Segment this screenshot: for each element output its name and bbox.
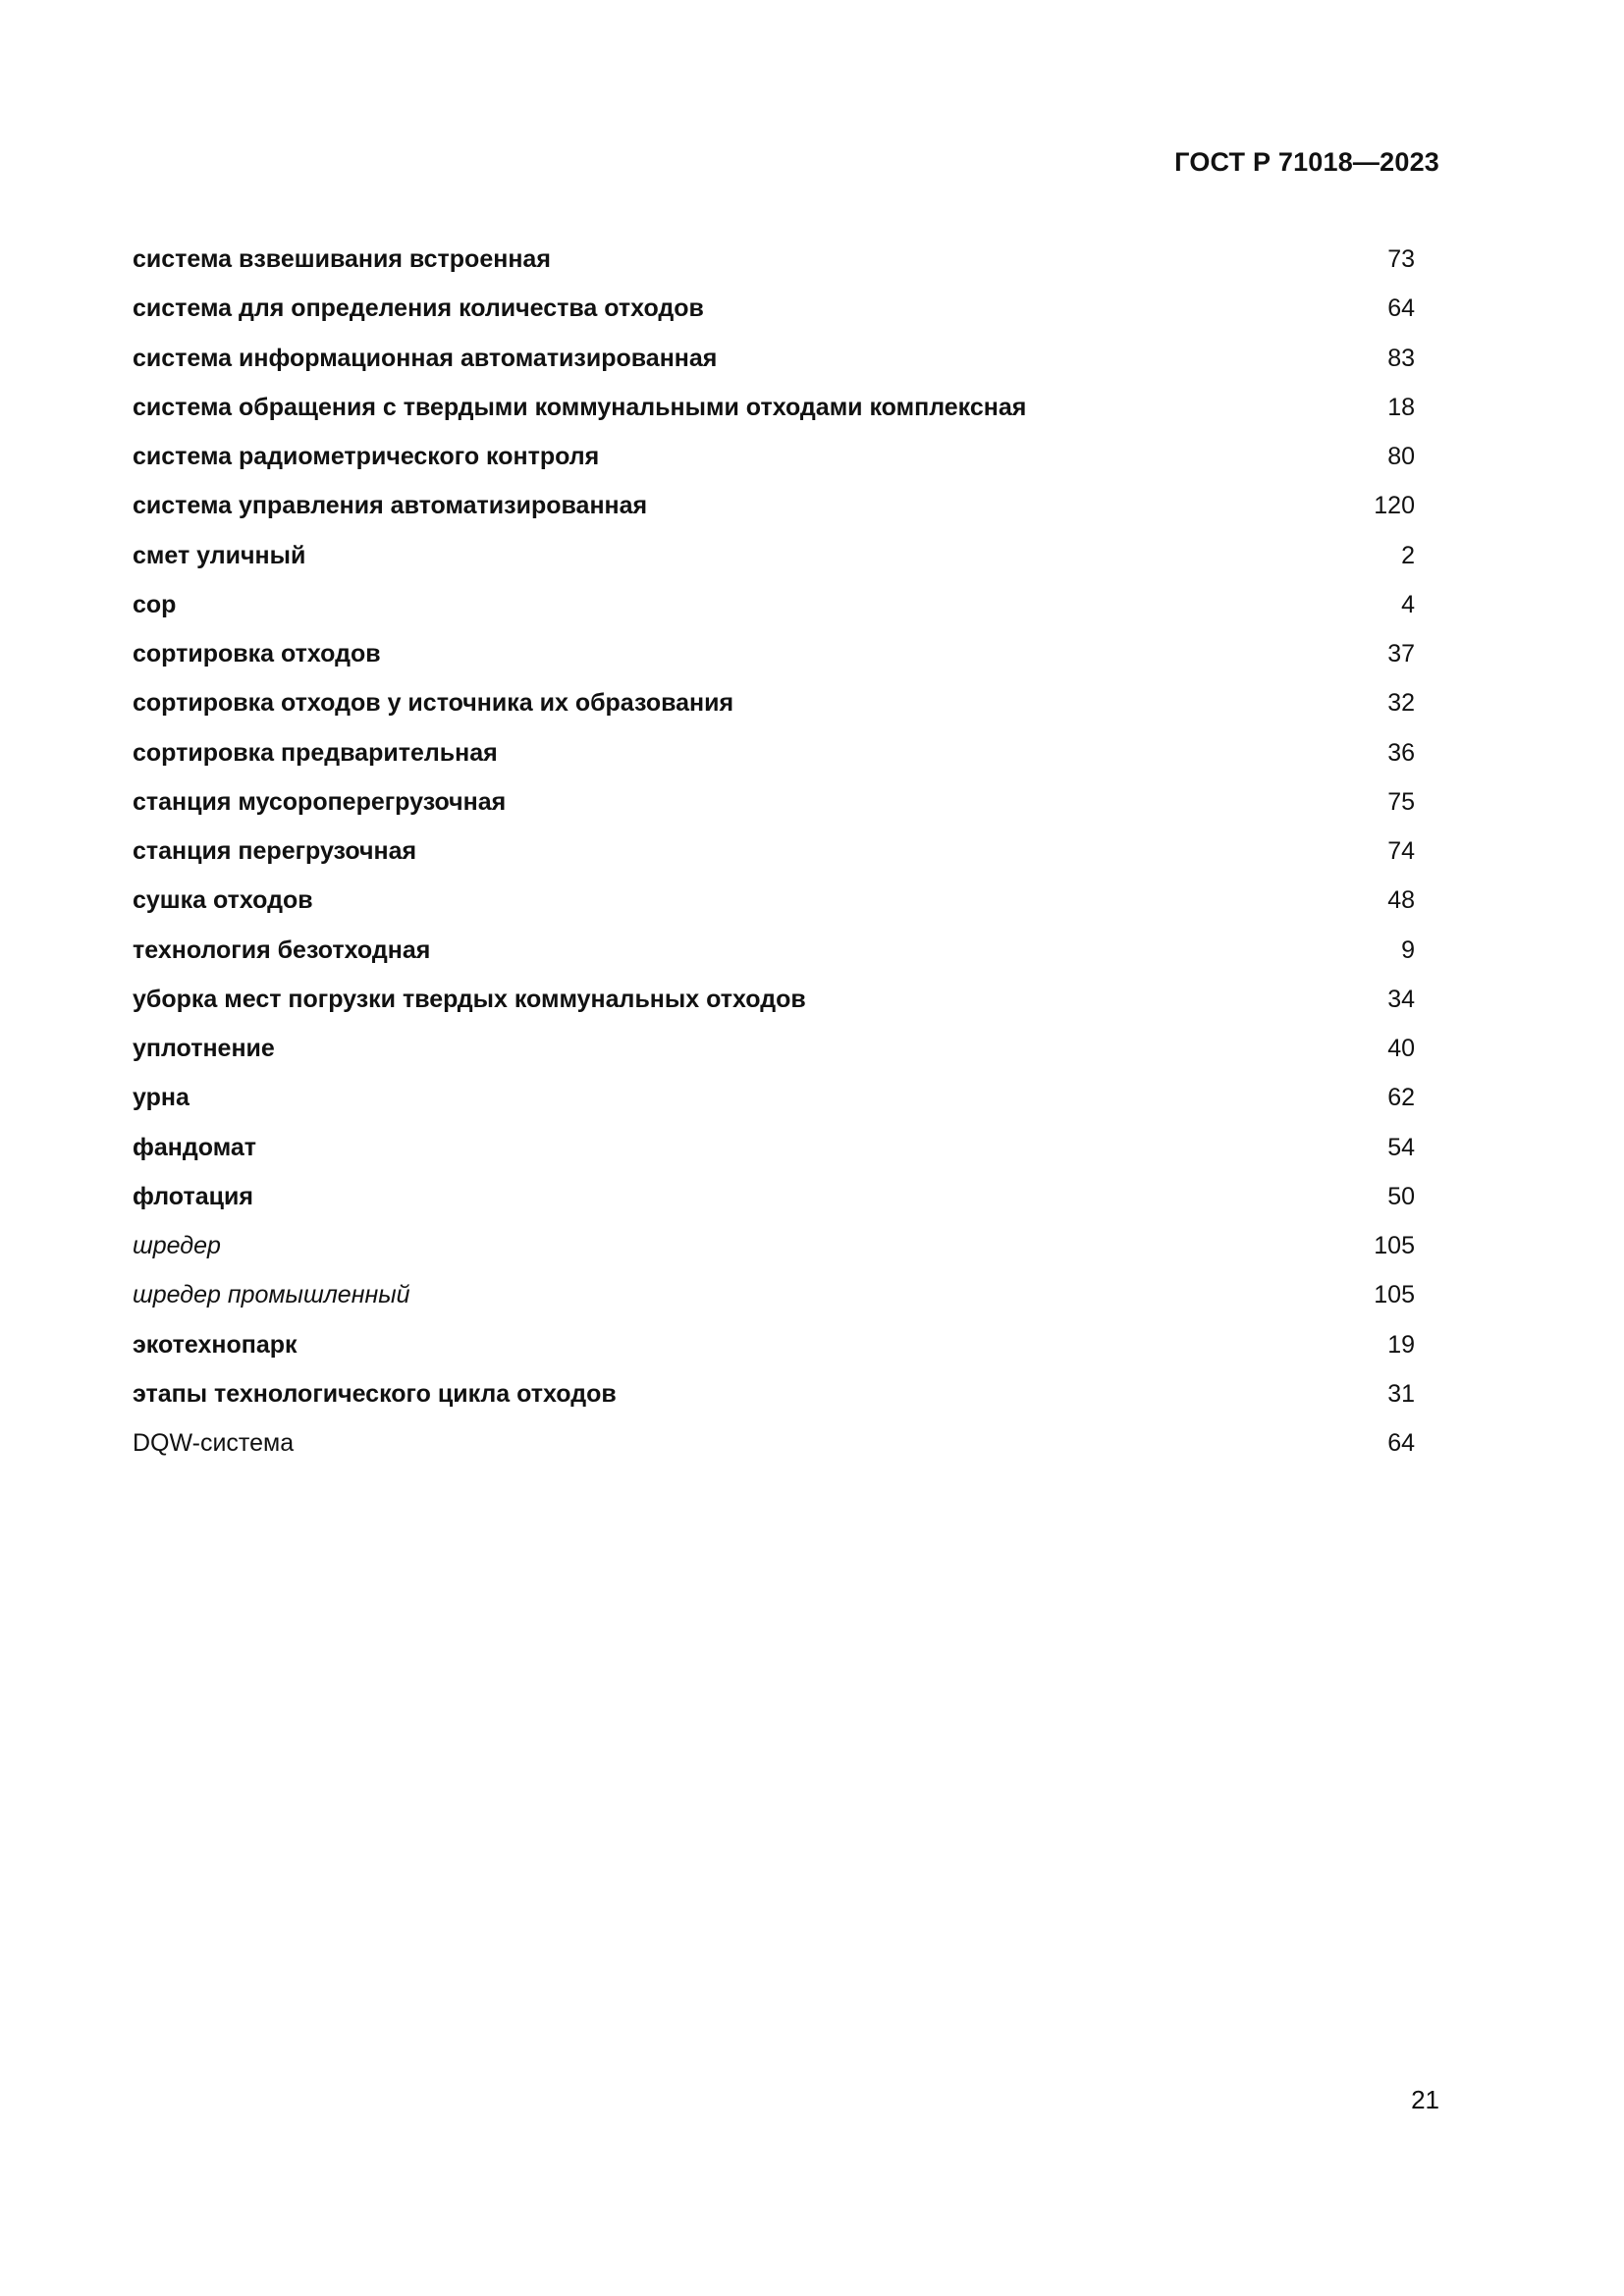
index-entry bbox=[133, 634, 1427, 683]
index-entry bbox=[133, 1275, 1427, 1324]
index-term: система взвешивания встроенная bbox=[133, 245, 551, 273]
index-entry bbox=[133, 289, 1427, 338]
index-term: шредер bbox=[133, 1232, 221, 1259]
index-term: флотация bbox=[133, 1182, 253, 1210]
index-page-reference: 64 bbox=[1387, 294, 1415, 323]
document-header-code: ГОСТ Р 71018—2023 bbox=[1174, 147, 1439, 177]
index-page-reference: 36 bbox=[1387, 738, 1415, 767]
index-term: сортировка предварительная bbox=[133, 738, 498, 767]
index-page-reference: 19 bbox=[1387, 1330, 1415, 1359]
index-term: шредер промышленный bbox=[133, 1281, 410, 1309]
index-page-reference: 32 bbox=[1387, 689, 1415, 718]
index-entry bbox=[133, 240, 1427, 289]
index-page-reference: 64 bbox=[1387, 1429, 1415, 1457]
index-page-reference: 73 bbox=[1387, 245, 1415, 273]
index-term: станция мусороперегрузочная bbox=[133, 787, 507, 816]
index-entry bbox=[133, 931, 1427, 980]
index-page-reference: 4 bbox=[1401, 590, 1415, 618]
index-entry bbox=[133, 1078, 1427, 1127]
index-term: сушка отходов bbox=[133, 886, 313, 915]
index-entry bbox=[133, 437, 1427, 486]
index-term: уплотнение bbox=[133, 1035, 275, 1062]
index-page-reference: 48 bbox=[1387, 886, 1415, 915]
index-page-reference: 80 bbox=[1387, 443, 1415, 470]
index-page-reference: 37 bbox=[1387, 640, 1415, 667]
index-entry bbox=[133, 1177, 1427, 1226]
index-entry bbox=[133, 585, 1427, 634]
index-page-reference: 34 bbox=[1387, 985, 1415, 1013]
index-entry bbox=[133, 683, 1427, 732]
index-page-reference: 105 bbox=[1374, 1281, 1415, 1309]
index-page-reference: 74 bbox=[1387, 837, 1415, 865]
index-page-reference: 83 bbox=[1387, 344, 1415, 372]
index-term: система информационная автоматизированная bbox=[133, 344, 718, 372]
index-page-reference: 120 bbox=[1374, 492, 1415, 520]
index-page-reference: 9 bbox=[1401, 935, 1415, 964]
index-term: система обращения с твердыми коммунальными отходами комплексная bbox=[133, 393, 1027, 421]
index-entry bbox=[133, 1374, 1427, 1423]
index-entry bbox=[133, 881, 1427, 930]
index-term: система радиометрического контроля bbox=[133, 443, 600, 470]
index-page-reference: 31 bbox=[1387, 1379, 1415, 1408]
index-entry bbox=[133, 486, 1427, 535]
index-entry bbox=[133, 831, 1427, 881]
page-number: 21 bbox=[1411, 2085, 1439, 2114]
alphabetical-term-index bbox=[133, 240, 1427, 1472]
index-page-reference: 75 bbox=[1387, 787, 1415, 816]
index-entry bbox=[133, 339, 1427, 388]
index-term: смет уличный bbox=[133, 541, 306, 569]
index-entry bbox=[133, 536, 1427, 585]
index-term: DQW-система bbox=[133, 1429, 295, 1457]
index-term: урна bbox=[133, 1084, 189, 1112]
index-entry bbox=[133, 1423, 1427, 1472]
index-term: система управления автоматизированная bbox=[133, 492, 648, 520]
index-term: система для определения количества отходов bbox=[133, 294, 704, 323]
index-term: сортировка отходов bbox=[133, 640, 381, 667]
index-entry bbox=[133, 782, 1427, 831]
index-page-reference: 54 bbox=[1387, 1133, 1415, 1161]
index-page-reference: 105 bbox=[1374, 1232, 1415, 1259]
index-entry bbox=[133, 388, 1427, 437]
index-term: фандомат bbox=[133, 1133, 257, 1161]
index-entry bbox=[133, 980, 1427, 1029]
index-term: сор bbox=[133, 590, 177, 618]
index-term: уборка мест погрузки твердых коммунальных отходов bbox=[133, 985, 806, 1013]
index-term: экотехнопарк bbox=[133, 1330, 298, 1359]
index-page-reference: 62 bbox=[1387, 1084, 1415, 1112]
index-page-reference: 18 bbox=[1387, 393, 1415, 421]
index-term: сортировка отходов у источника их образования bbox=[133, 689, 734, 718]
index-term: станция перегрузочная bbox=[133, 837, 417, 865]
index-entry bbox=[133, 1226, 1427, 1275]
index-entry bbox=[133, 1029, 1427, 1078]
index-term: этапы технологического цикла отходов bbox=[133, 1379, 617, 1408]
index-term: технология безотходная bbox=[133, 935, 431, 964]
index-page-reference: 2 bbox=[1401, 541, 1415, 569]
index-page-reference: 40 bbox=[1387, 1035, 1415, 1062]
index-entry bbox=[133, 1128, 1427, 1177]
index-entry bbox=[133, 733, 1427, 782]
index-page-reference: 50 bbox=[1387, 1182, 1415, 1210]
index-entry bbox=[133, 1325, 1427, 1374]
